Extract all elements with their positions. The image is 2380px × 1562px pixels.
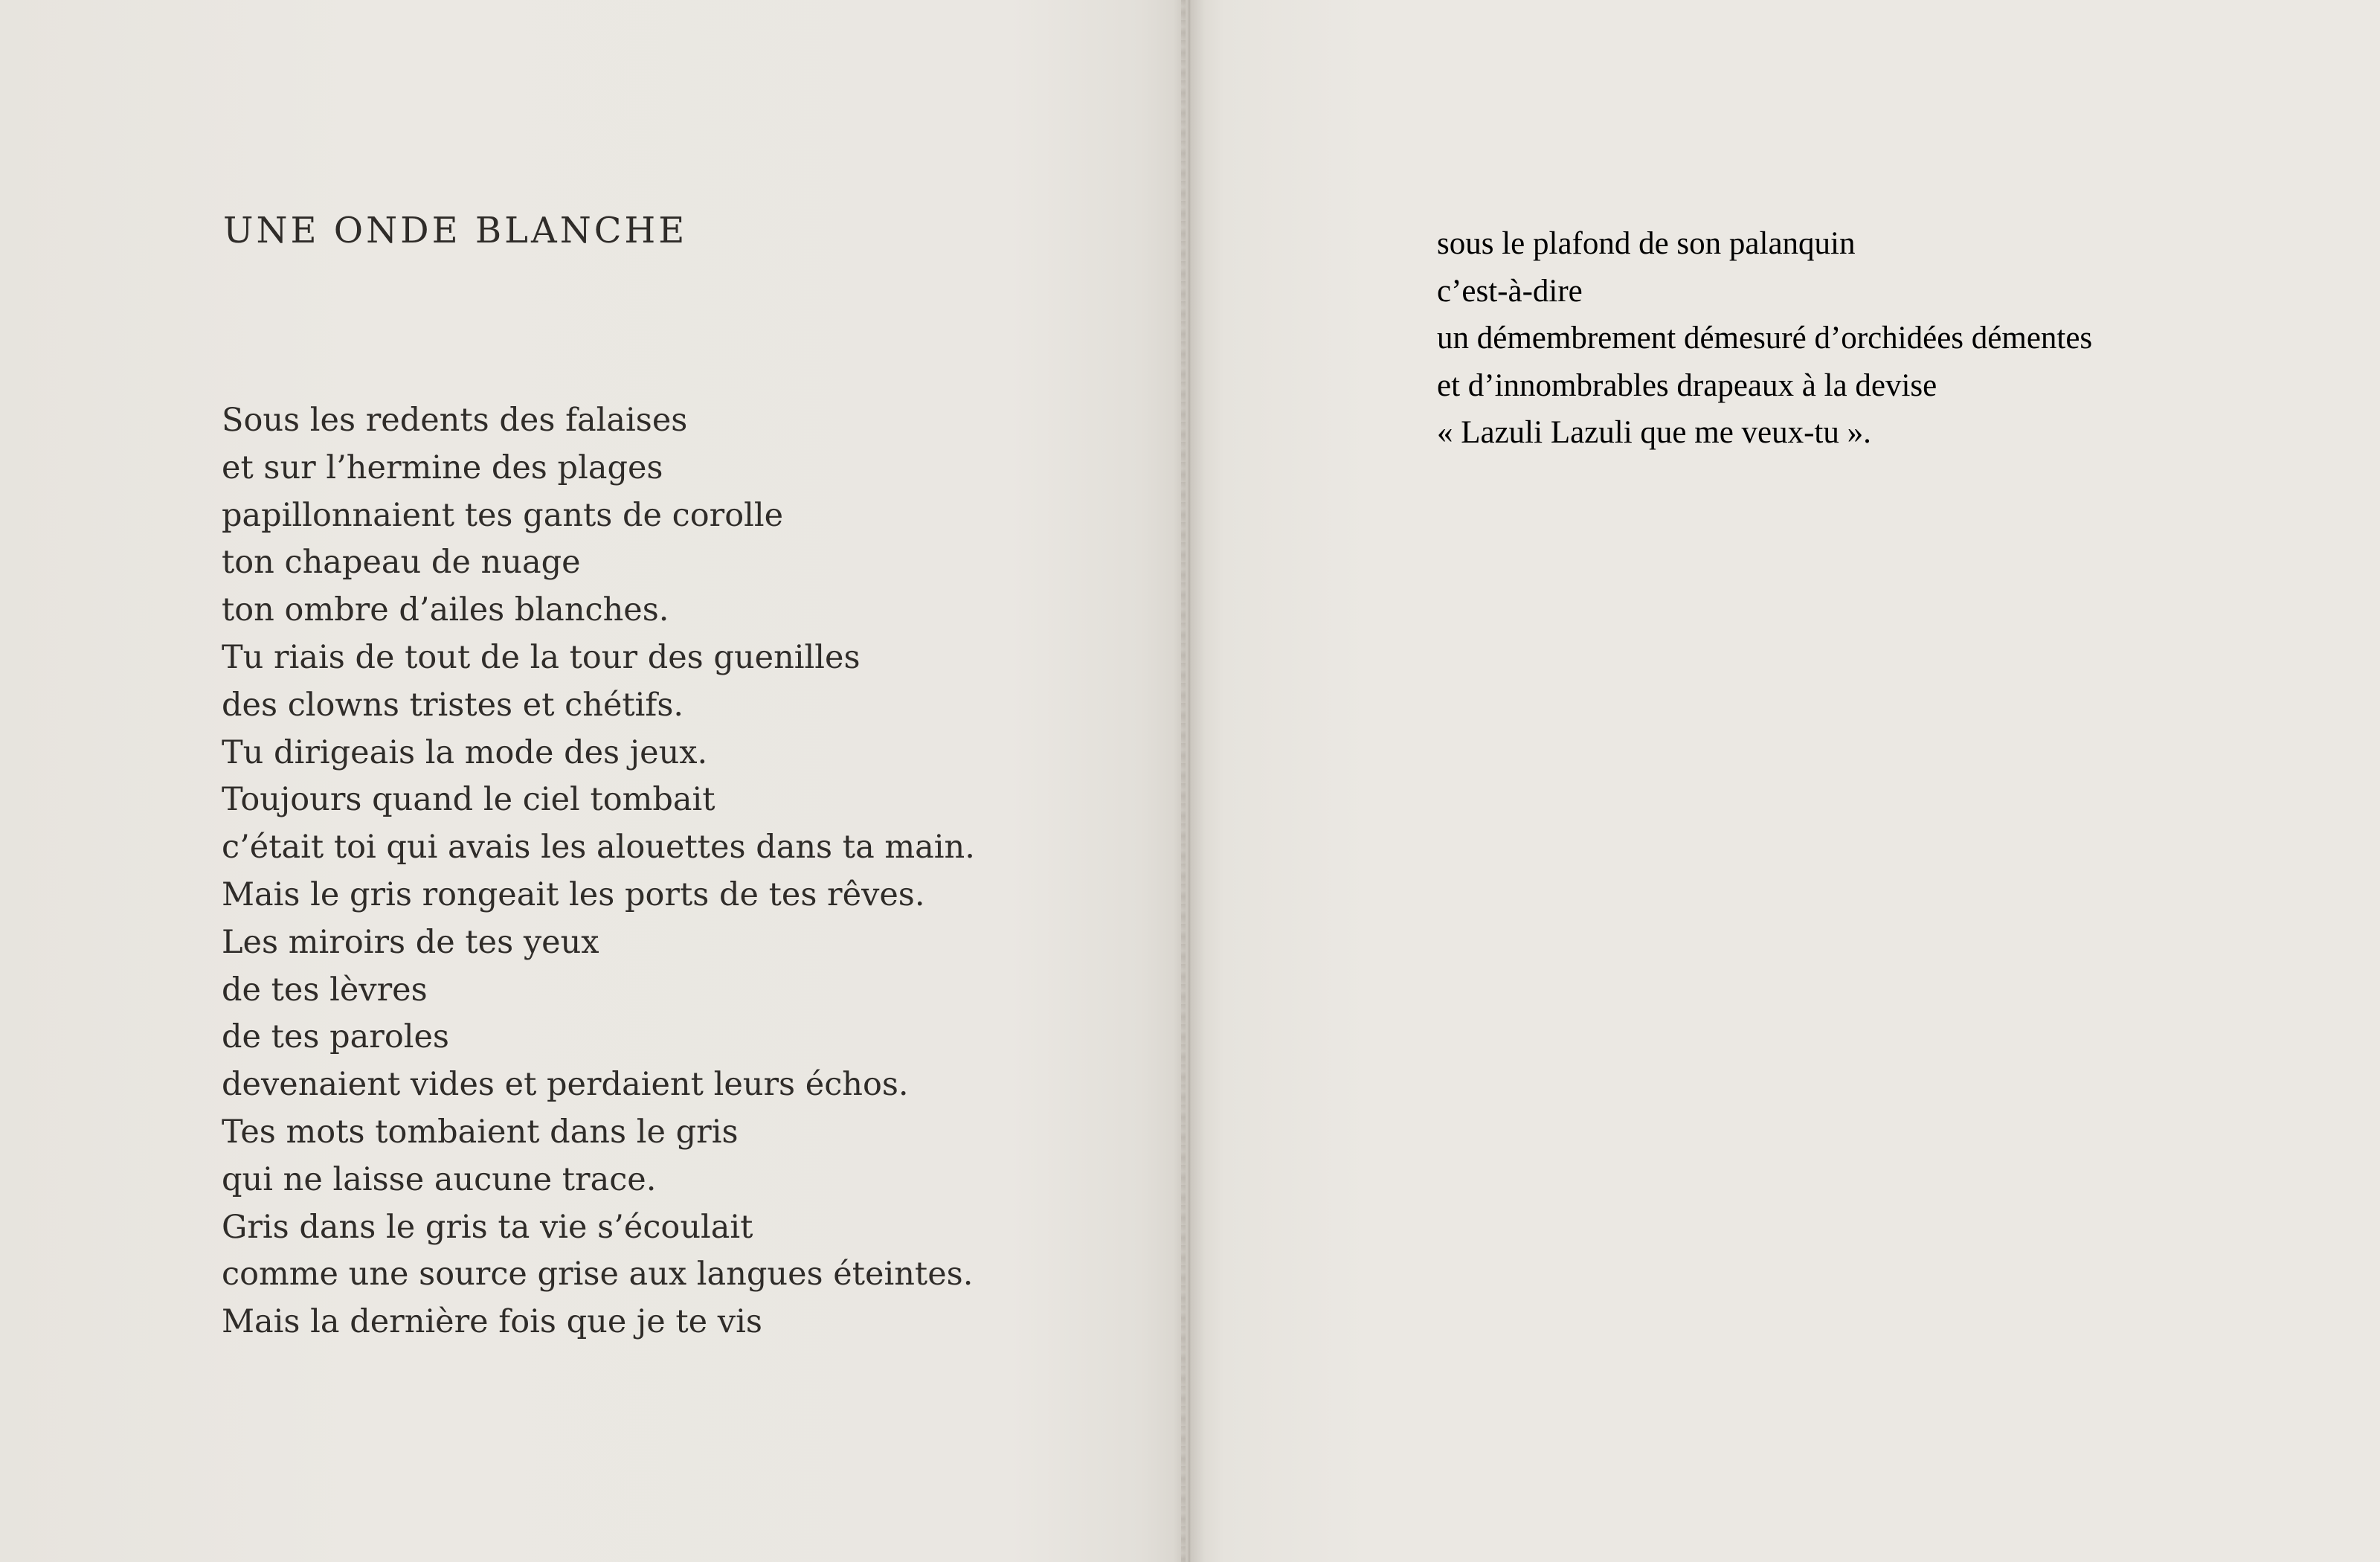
verse-line: Mais le gris rongeait les ports de tes rêves. (222, 875, 925, 913)
verse-line: comme une source grise aux langues éteintes. (222, 1256, 974, 1293)
verse-line: qui ne laisse aucune trace. (222, 1160, 657, 1198)
right-poem-stanza (1437, 220, 2092, 457)
verse-line: devenaient vides et perdaient leurs échos. (222, 1066, 909, 1104)
verse-line: Les miroirs de tes yeux (222, 923, 599, 961)
verse-line: et sur l’hermine des plages (222, 449, 663, 486)
verse-line: un démembrement démesuré d’orchidées démentes (1437, 321, 2093, 356)
verse-line: Gris dans le gris ta vie s’écoulait (222, 1208, 753, 1246)
verse-line: ton ombre d’ailes blanches. (222, 591, 669, 629)
verse-line: Toujours quand le ciel tombait (222, 781, 715, 819)
book-gutter (1174, 0, 1205, 1562)
verse-line: ton chapeau de nuage (222, 544, 581, 582)
left-poem-stanza (222, 397, 975, 1346)
verse-line: c’était toi qui avais les alouettes dans ta main. (222, 829, 975, 867)
verse-line: sous le plafond de son palanquin (1437, 226, 1856, 261)
verse-line: papillonnaient tes gants de corolle (222, 496, 784, 534)
left-page (0, 0, 1189, 1562)
verse-line: et d’innombrables drapeaux à la devise (1437, 367, 1937, 403)
verse-line: Sous les redents des falaises (222, 402, 688, 439)
verse-line: c’est-à-dire (1437, 273, 1583, 309)
poem-title: UNE ONDE BLANCHE (223, 210, 688, 251)
verse-line: Tu dirigeais la mode des jeux. (222, 733, 708, 771)
verse-line: « Lazuli Lazuli que me veux-tu ». (1437, 415, 1871, 451)
verse-line: Mais la dernière fois que je te vis (222, 1303, 762, 1341)
verse-line: des clowns tristes et chétifs. (222, 686, 684, 724)
verse-line: de tes paroles (222, 1018, 449, 1056)
verse-line: Tes mots tombaient dans le gris (222, 1113, 739, 1151)
verse-line: Tu riais de tout de la tour des guenilles (222, 638, 861, 676)
verse-line: de tes lèvres (222, 971, 428, 1009)
page-deckle-edge (1181, 0, 1186, 1562)
